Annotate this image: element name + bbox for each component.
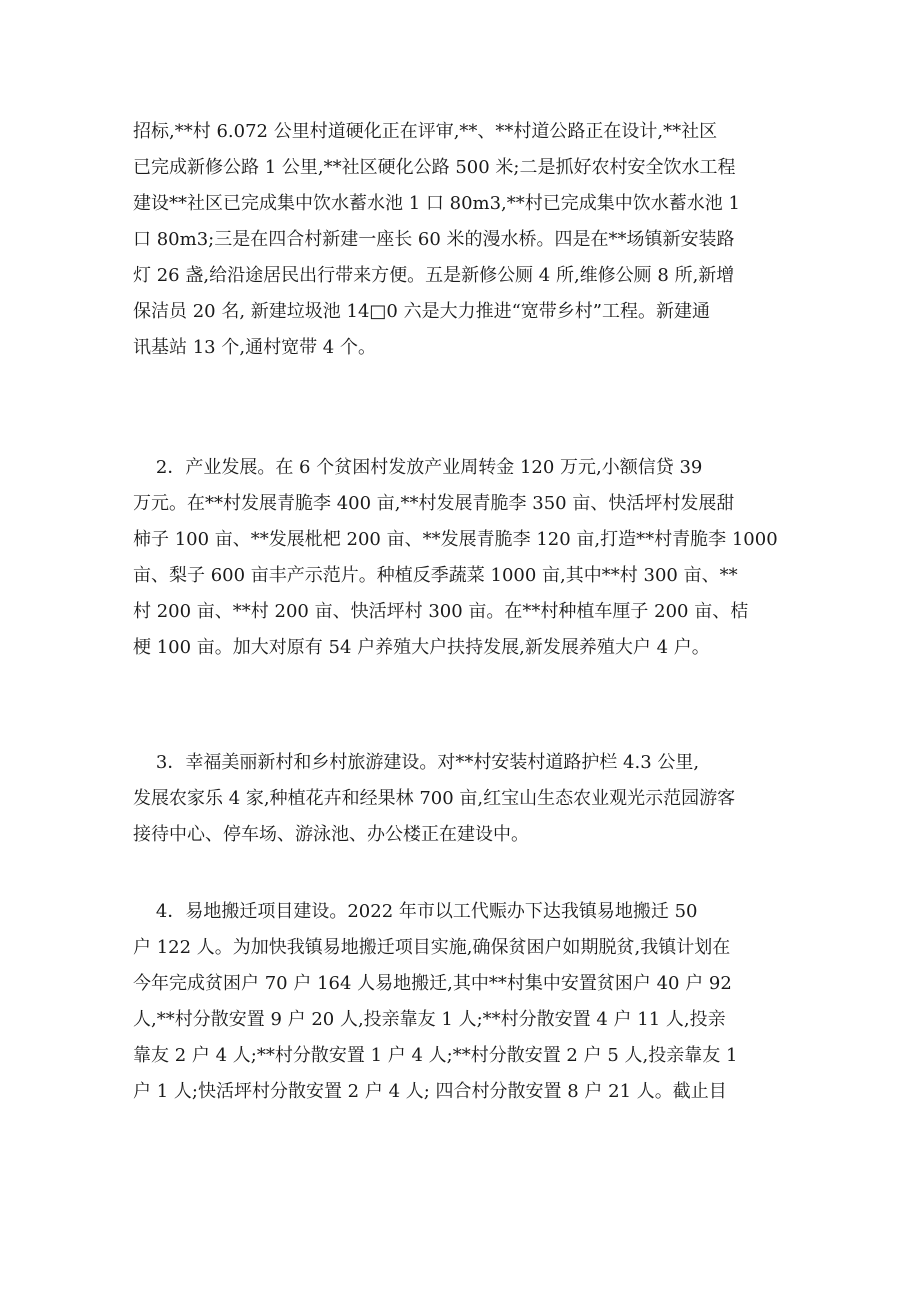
text-line: 户 122 人。为加快我镇易地搬迁项目实施,确保贫困户如期脱贫,我镇计划在 xyxy=(133,937,731,958)
text-line: 人,**村分散安置 9 户 20 人,投亲靠友 1 人;**村分散安置 4 户 11 人,投亲 xyxy=(133,1009,726,1030)
text-line: 梗 100 亩。加大对原有 54 户养殖大户扶持发展,新发展养殖大户 4 户。 xyxy=(133,637,710,658)
text-line: 发展农家乐 4 家,种植花卉和经果林 700 亩,红宝山生态农业观光示范园游客 xyxy=(133,788,736,809)
text-line: 口 80m3;三是在四合村新建一座长 60 米的漫水桥。四是在**场镇新安装路 xyxy=(133,229,735,250)
paragraph-industry-development xyxy=(133,450,795,666)
text-line: 招标,**村 6.072 公里村道硬化正在评审,**、**村道公路正在设计,**社区 xyxy=(133,121,718,142)
text-line: 灯 26 盏,给沿途居民出行带来方便。五是新修公厕 4 所,维修公厕 8 所,新增 xyxy=(133,265,735,286)
paragraph-relocation-project xyxy=(133,894,795,1110)
text-line: 村 200 亩、**村 200 亩、快活坪村 300 亩。在**村种植车厘子 200 亩、桔 xyxy=(133,601,749,622)
text-line: 亩、梨子 600 亩丰产示范片。种植反季蔬菜 1000 亩,其中**村 300 亩、** xyxy=(133,565,738,586)
text-line: 柿子 100 亩、**发展枇杷 200 亩、**发展青脆李 120 亩,打造**村青脆李 1000 xyxy=(133,529,778,550)
text-line: 已完成新修公路 1 公里,**社区硬化公路 500 米;二是抓好农村安全饮水工程 xyxy=(133,157,736,178)
text-line: 靠友 2 户 4 人;**村分散安置 1 户 4 人;**村分散安置 2 户 5 人,投亲靠友 1 xyxy=(133,1045,738,1066)
text-line: 讯基站 13 个,通村宽带 4 个。 xyxy=(133,337,376,358)
text-line: 4．易地搬迁项目建设。2022 年市以工代赈办下达我镇易地搬迁 50 xyxy=(133,901,698,922)
text-line: 2．产业发展。在 6 个贫困村发放产业周转金 120 万元,小额信贷 39 xyxy=(133,457,703,478)
text-line: 万元。在**村发展青脆李 400 亩,**村发展青脆李 350 亩、快活坪村发展甜 xyxy=(133,493,735,514)
text-line: 保洁员 20 名, 新建垃圾池 14□0 六是大力推进“宽带乡村”工程。新建通 xyxy=(133,301,710,322)
text-line: 接待中心、停车场、游泳池、办公楼正在建设中。 xyxy=(133,824,529,845)
text-line: 建设**社区已完成集中饮水蓄水池 1 口 80m3,**村已完成集中饮水蓄水池 1 xyxy=(133,193,740,214)
text-line: 户 1 人;快活坪村分散安置 2 户 4 人; 四合村分散安置 8 户 21 人。截止目 xyxy=(133,1081,727,1102)
paragraph-infrastructure xyxy=(133,114,795,366)
text-line: 3．幸福美丽新村和乡村旅游建设。对**村安装村道路护栏 4.3 公里, xyxy=(133,752,700,773)
text-line: 今年完成贫困户 70 户 164 人易地搬迁,其中**村集中安置贫困户 40 户 92 xyxy=(133,973,732,994)
paragraph-rural-tourism xyxy=(133,745,795,853)
